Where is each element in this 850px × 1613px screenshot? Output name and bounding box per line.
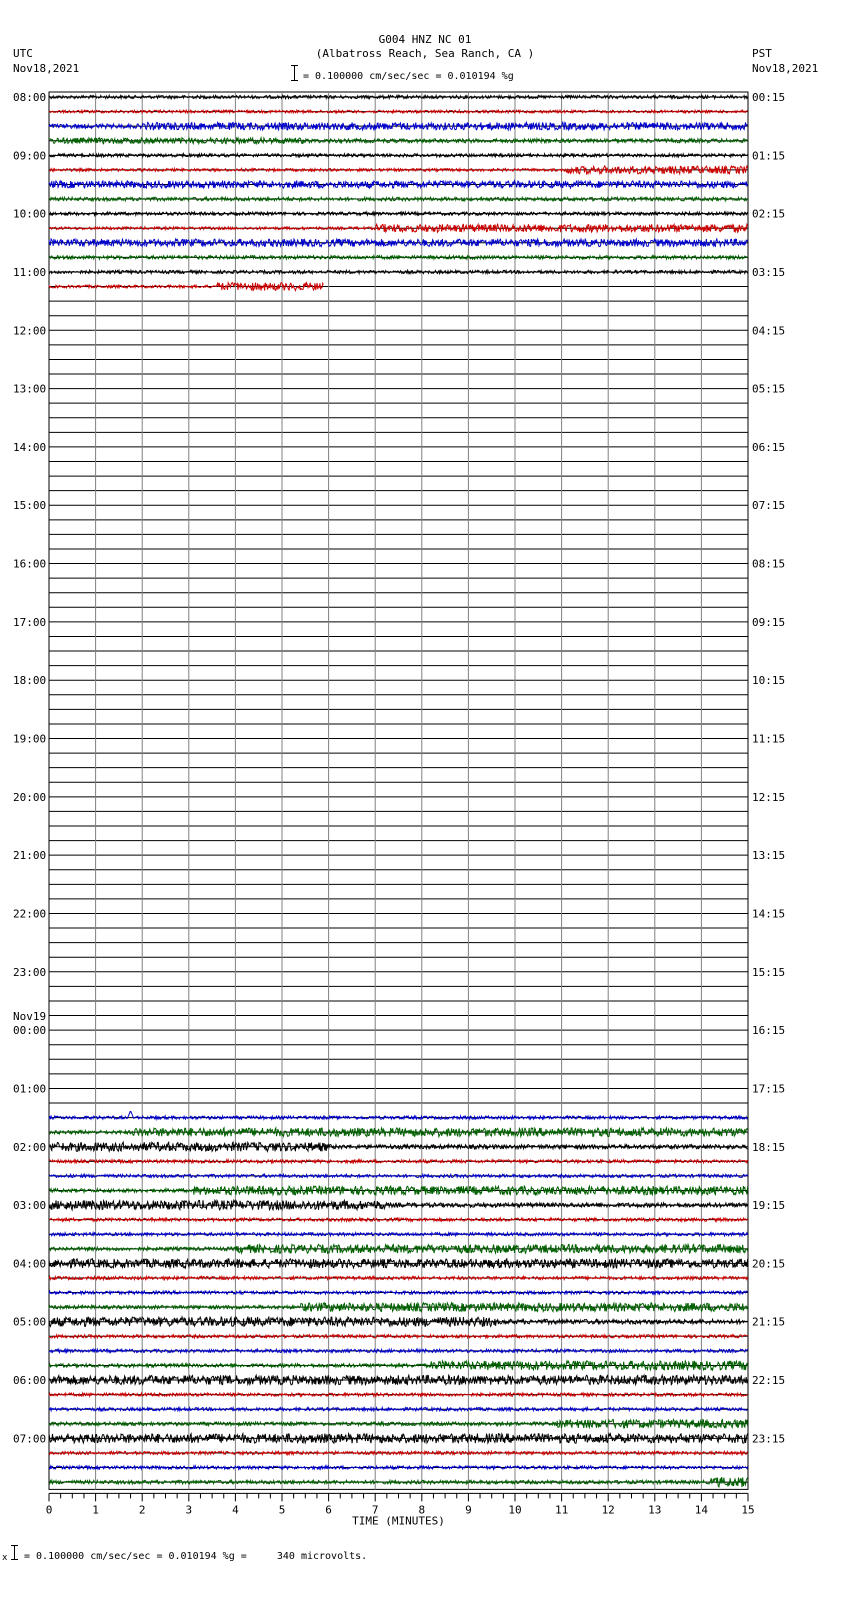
x-tick-label: 5 (278, 1503, 286, 1517)
right-hour-label: 23:15 (752, 1432, 786, 1446)
x-tick-label: 13 (648, 1503, 662, 1517)
x-tick-label: 1 (92, 1503, 99, 1517)
footer-prefix: x (2, 1553, 8, 1563)
left-hour-label: 21:00 (13, 849, 47, 863)
right-hour-label: 16:15 (752, 1024, 786, 1038)
left-hour-label: 08:00 (13, 91, 47, 104)
right-hour-label: 17:15 (752, 1082, 786, 1096)
trace-row-11 (49, 256, 748, 260)
left-hour-label: 19:00 (13, 732, 47, 746)
trace-row-92 (49, 1434, 748, 1444)
right-hour-label: 18:15 (752, 1140, 786, 1154)
footer-scale-bar-icon (14, 1545, 15, 1559)
station-title: G004 HNZ NC 01 (378, 33, 472, 46)
right-hour-label: 14:15 (752, 907, 786, 921)
left-hour-label: 09:00 (13, 149, 47, 163)
x-tick-label: 14 (694, 1503, 709, 1517)
right-hour-label: 21:15 (752, 1315, 786, 1329)
left-hour-label: 03:00 (13, 1199, 47, 1213)
right-hour-label: 03:15 (752, 265, 786, 279)
left-hour-label: 10:00 (13, 207, 47, 221)
left-hour-label: 23:00 (13, 965, 47, 979)
left-hour-label: 17:00 (13, 615, 47, 629)
left-hour-label: 02:00 (13, 1140, 47, 1154)
trace-row-77 (49, 1218, 748, 1221)
right-hour-label: 00:15 (752, 91, 786, 104)
right-hour-label: 02:15 (752, 207, 786, 221)
left-hour-label: 15:00 (13, 499, 47, 513)
time-axis (46, 1493, 755, 1527)
right-hour-label: 11:15 (752, 732, 786, 746)
left-hour-label: 04:00 (13, 1257, 47, 1271)
trace-row-76 (49, 1200, 748, 1210)
x-tick-label: 9 (465, 1503, 472, 1517)
station-location: (Albatross Reach, Sea Ranch, CA ) (315, 47, 535, 60)
plot-grid (49, 92, 748, 1489)
left-hour-label: 18:00 (13, 674, 47, 688)
right-hour-label: 05:15 (752, 382, 786, 396)
footer-scale-cap-top (11, 1545, 18, 1546)
x-tick-label: 11 (554, 1503, 569, 1517)
left-date: Nov18,2021 (13, 62, 80, 75)
right-hour-label: 20:15 (752, 1257, 786, 1271)
left-hour-label: 20:00 (13, 790, 47, 804)
left-hour-label: 05:00 (13, 1315, 47, 1329)
trace-row-8 (49, 212, 748, 215)
x-tick-label: 10 (508, 1503, 522, 1517)
left-hour-label: 06:00 (13, 1374, 47, 1388)
x-tick-label: 7 (371, 1503, 379, 1517)
x-tick-label: 0 (45, 1503, 53, 1517)
left-hour-label: 13:00 (13, 382, 47, 396)
right-hour-label: 09:15 (752, 615, 786, 629)
right-hour-label: 06:15 (752, 440, 786, 454)
footer-scale-cap-bottom (11, 1559, 18, 1560)
x-tick-label: 12 (601, 1503, 615, 1517)
trace-row-79 (49, 1244, 748, 1253)
footer-scale-text: = 0.100000 cm/sec/sec = 0.010194 %g = 340 microvolts. (24, 1551, 368, 1562)
x-tick-label: 8 (418, 1503, 426, 1517)
x-tick-label: 15 (741, 1503, 755, 1517)
right-hour-label: 12:15 (752, 790, 786, 804)
right-hour-label: 10:15 (752, 674, 786, 688)
left-hour-label: 16:00 (13, 557, 47, 571)
left-hour-label: 11:00 (13, 265, 47, 279)
trace-row-82 (49, 1291, 748, 1294)
left-timezone: UTC (13, 47, 33, 60)
left-date-label: Nov19 (13, 1010, 47, 1024)
left-hour-label: 01:00 (13, 1082, 47, 1096)
trace-row-89 (49, 1393, 748, 1396)
x-tick-label: 4 (232, 1503, 239, 1517)
trace-row-94 (49, 1466, 748, 1469)
right-hour-label: 08:15 (752, 557, 786, 571)
right-hour-label: 22:15 (752, 1374, 786, 1388)
x-axis-title: TIME (MINUTES) (352, 1514, 445, 1528)
trace-row-74 (49, 1174, 748, 1177)
trace-row-7 (49, 197, 748, 201)
left-hour-label: 00:00 (13, 1024, 47, 1038)
left-hour-label: 07:00 (13, 1432, 47, 1446)
right-hour-label: 13:15 (752, 849, 786, 863)
left-hour-label: 22:00 (13, 907, 47, 921)
right-hour-label: 07:15 (752, 499, 786, 513)
right-hour-label: 15:15 (752, 965, 786, 979)
right-date: Nov18,2021 (752, 62, 819, 75)
right-hour-label: 01:15 (752, 149, 786, 163)
x-tick-label: 3 (185, 1503, 193, 1517)
x-tick-label: 6 (325, 1503, 332, 1517)
right-timezone: PST (752, 47, 772, 60)
left-hour-label: 12:00 (13, 324, 47, 338)
right-hour-label: 19:15 (752, 1199, 786, 1213)
left-hour-label: 14:00 (13, 440, 47, 454)
trace-row-12 (49, 270, 748, 273)
scale-text: = 0.100000 cm/sec/sec = 0.010194 %g (303, 71, 514, 82)
right-hour-label: 04:15 (752, 324, 786, 338)
x-tick-label: 2 (138, 1503, 146, 1517)
trace-row-75 (49, 1186, 748, 1195)
